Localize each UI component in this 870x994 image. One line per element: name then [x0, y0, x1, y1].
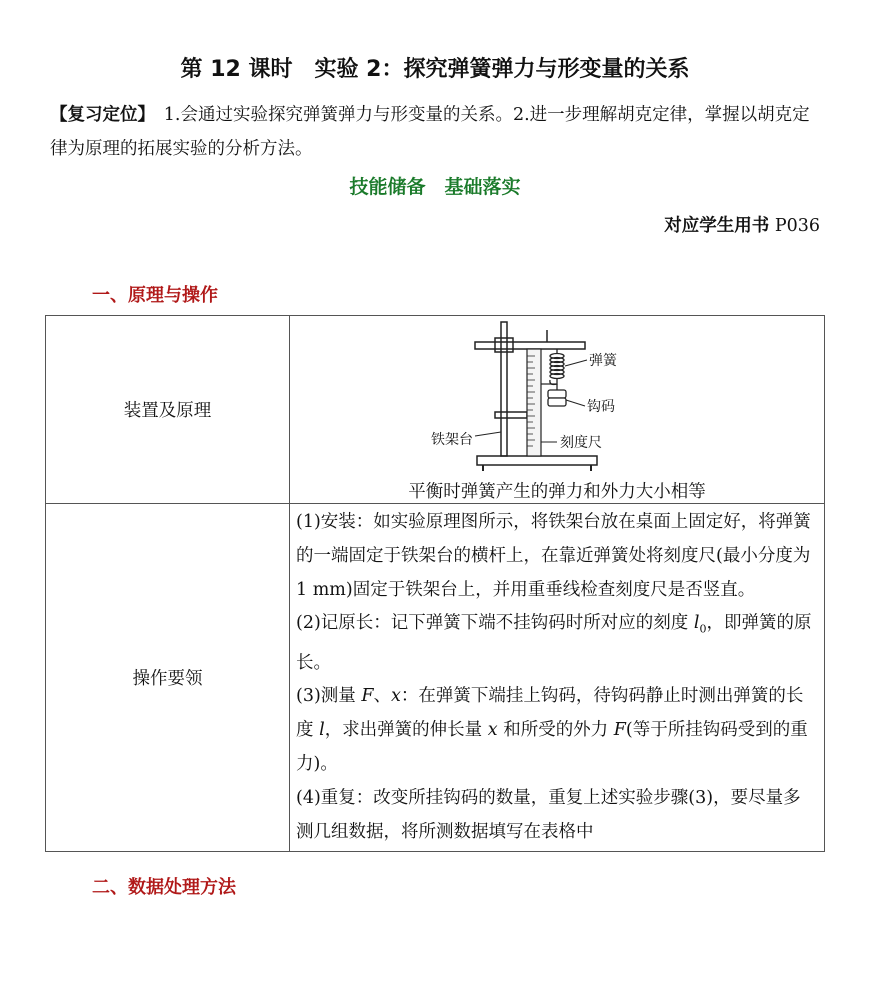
- var-x2: x: [487, 720, 498, 741]
- clamp-top: [495, 338, 513, 352]
- var-l: l: [319, 720, 325, 741]
- section-heading: 技能储备 基础落实: [349, 176, 521, 198]
- crossbar: [475, 342, 585, 349]
- review-tag: 【复习定位】: [50, 105, 147, 125]
- apparatus-figure-cell: [290, 316, 825, 504]
- step-install: (1)安装：如实验原理图所示，将铁架台放在桌面上固定好，将弹簧的一端固定于铁架台的横杆上，在靠近弹簧处将刻度尺(最小分度为 1 mm)固定于铁架台上，并用重垂线检查刻度尺是否竖直。: [296, 512, 811, 600]
- step3-text-d: 和所受的外力: [497, 720, 614, 741]
- row-label-apparatus: 装置及原理: [46, 316, 290, 504]
- reference-label: 对应学生用书: [664, 216, 770, 236]
- label-ruler: 刻度尺: [560, 435, 602, 451]
- step3-text-e: (等于所挂钩码受到的重力)。: [296, 720, 808, 775]
- part2-heading: 二、数据处理方法: [92, 877, 236, 898]
- step3-text-a: (3)测量: [296, 686, 362, 707]
- step2-text-a: (2)记原长：记下弹簧下端不挂钩码时所对应的刻度: [296, 613, 694, 634]
- step-repeat: (4)重复：改变所挂钩码的数量，重复上述实验步骤(3)，要尽量多测几组数据，将所测数据填写在表格中: [296, 787, 801, 842]
- var-x: x: [391, 686, 401, 707]
- leader-weight: [566, 400, 585, 406]
- step3-sep: 、: [373, 686, 392, 707]
- label-spring: 弹簧: [589, 353, 617, 369]
- table-row: [46, 504, 825, 852]
- book-reference: [664, 212, 820, 237]
- review-positioning: [50, 98, 822, 166]
- step3-text-b: ：在弹簧下端挂上钩码，待钩码静止时测出弹簧的长度: [296, 686, 804, 741]
- step-original-length: [296, 607, 818, 680]
- clamp-lower: [495, 412, 527, 418]
- review-text: 1.会通过实验探究弹簧弹力与形变量的关系。2.进一步理解胡克定律，掌握以胡克定律为原理的拓展实验的分析方法。: [50, 105, 810, 159]
- leader-stand: [475, 432, 501, 436]
- label-stand: 铁架台: [431, 432, 473, 448]
- spring: [550, 349, 564, 385]
- lesson-title: 第 12 课时 实验 2：探究弹簧弹力与形变量的关系: [180, 57, 690, 82]
- step-measure: [296, 680, 818, 781]
- row-label-operation: 操作要领: [46, 504, 290, 852]
- label-weight: 钩码: [587, 399, 615, 415]
- step3-text-c: ，求出弹簧的伸长量: [324, 720, 488, 741]
- operation-steps: [290, 504, 825, 852]
- stand-base: [477, 456, 597, 465]
- reference-page: P036: [774, 216, 820, 236]
- var-l0-sub: 0: [699, 622, 707, 636]
- part1-heading: 一、原理与操作: [92, 285, 218, 306]
- step2-text-b: ，即弹簧的原长。: [296, 613, 812, 673]
- table-row: [46, 316, 825, 504]
- weights: [548, 384, 566, 406]
- figure-caption: 平衡时弹簧产生的弹力和外力大小相等: [408, 482, 706, 502]
- var-l0: l: [693, 613, 700, 634]
- principle-operation-table: [45, 315, 825, 852]
- var-F: F: [361, 686, 374, 707]
- leader-spring: [565, 360, 587, 366]
- var-F2: F: [613, 720, 626, 741]
- apparatus-diagram: [431, 320, 677, 478]
